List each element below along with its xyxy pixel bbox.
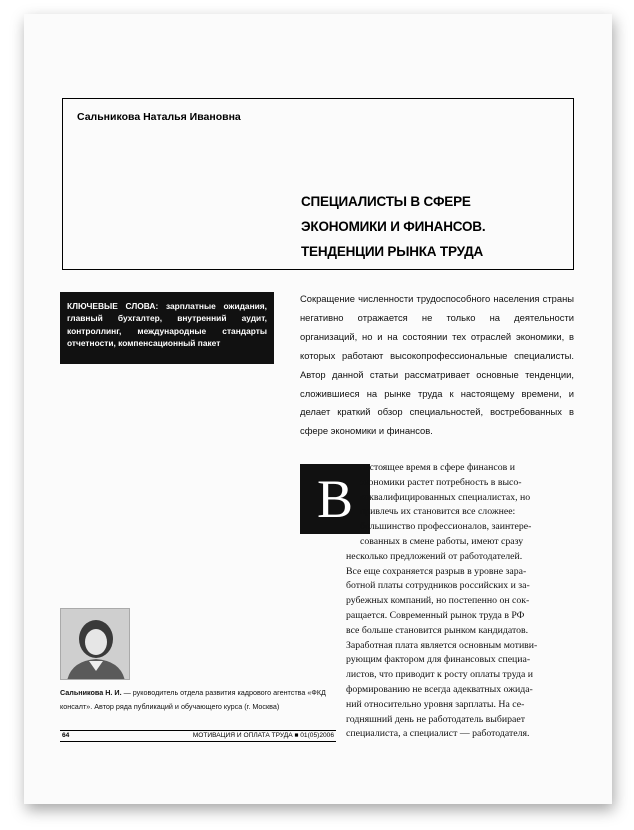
body-line: годняшний день не работодатель выбирает: [346, 713, 525, 725]
author-portrait-icon: [61, 609, 130, 680]
author-caption: [60, 686, 336, 714]
body-line: рующим фактором для финансовых специа-: [346, 654, 531, 666]
body-line: большинство профессионалов, заинтере-: [360, 521, 532, 533]
keywords-box: КЛЮЧЕВЫЕ СЛОВА: зарплатные ожидания, главный бухгалтер, внутренний аудит, контроллинг, международные стандарты отчетности, компенсационный пакет: [60, 292, 274, 364]
body-line: привлечь их становится все сложнее:: [360, 506, 516, 518]
journal-issue: МОТИВАЦИЯ И ОПЛАТА ТРУДА ■ 01(05)2006: [192, 732, 334, 739]
title-line-2: ЭКОНОМИКИ И ФИНАНСОВ.: [301, 219, 486, 234]
author-photo: [60, 608, 130, 680]
body-line: сованных в смене работы, имеют сразу: [360, 535, 524, 547]
body-line: формированию не всегда адекватных ожида-: [346, 683, 533, 695]
page-number: 64: [62, 732, 70, 739]
body-line: рубежных компаний, но постепенно он сок-: [346, 595, 530, 607]
caption-text: — руководитель отдела развития кадрового агентства «ФКД консалт». Автор ряда публикаций и обучающего курса (г. Москва): [60, 688, 326, 711]
body-line: специалиста, а специалист — работодателя.: [346, 728, 530, 740]
journal-page: [24, 14, 612, 804]
author-name: Сальникова Наталья Ивановна: [77, 111, 241, 123]
drop-cap: В: [300, 464, 370, 534]
article-header-box: [62, 98, 574, 270]
caption-author-name: Сальникова Н. И.: [60, 688, 122, 697]
article-abstract: Сокращение численности трудоспособного населения страны негативно отражается не только на деятельности организаций, но и на состоянии тех отраслей экономики, в которых работают высокопрофессиональные специалисты. Автор данной статьи рассматривает основные тенденции, сложившиеся на рынке труда к настоящему времени, и делает краткий обзор специальностей, востребованных в сфере экономики и финансов.: [300, 293, 574, 437]
body-line: несколько предложений от работодателей.: [346, 550, 523, 562]
body-line: экономики растет потребность в высо-: [360, 476, 522, 488]
article-title: [301, 189, 561, 264]
title-line-1: СПЕЦИАЛИСТЫ В СФЕРЕ: [301, 194, 471, 209]
title-line-3: ТЕНДЕНЦИИ РЫНКА ТРУДА: [301, 244, 484, 259]
body-line: ботной платы сотрудников российских и за-: [346, 580, 530, 592]
body-line: листов, что приводит к росту оплаты труда и: [346, 669, 534, 681]
body-line: настоящее время в сфере финансов и: [360, 462, 515, 473]
body-line: коквалифицированных специалистах, но: [360, 491, 531, 503]
body-line: ращается. Современный рынок труда в РФ: [346, 609, 525, 621]
body-line: Заработная плата является основным мотиви-: [346, 639, 538, 651]
body-line: ний относительно уровня зарплаты. На се-: [346, 698, 525, 710]
body-line: Все еще сохраняется разрыв в уровне зара-: [346, 565, 527, 577]
article-body: [346, 461, 574, 742]
body-line: все больше становится рынком кандидатов.: [346, 624, 529, 636]
page-footer: [60, 730, 336, 742]
